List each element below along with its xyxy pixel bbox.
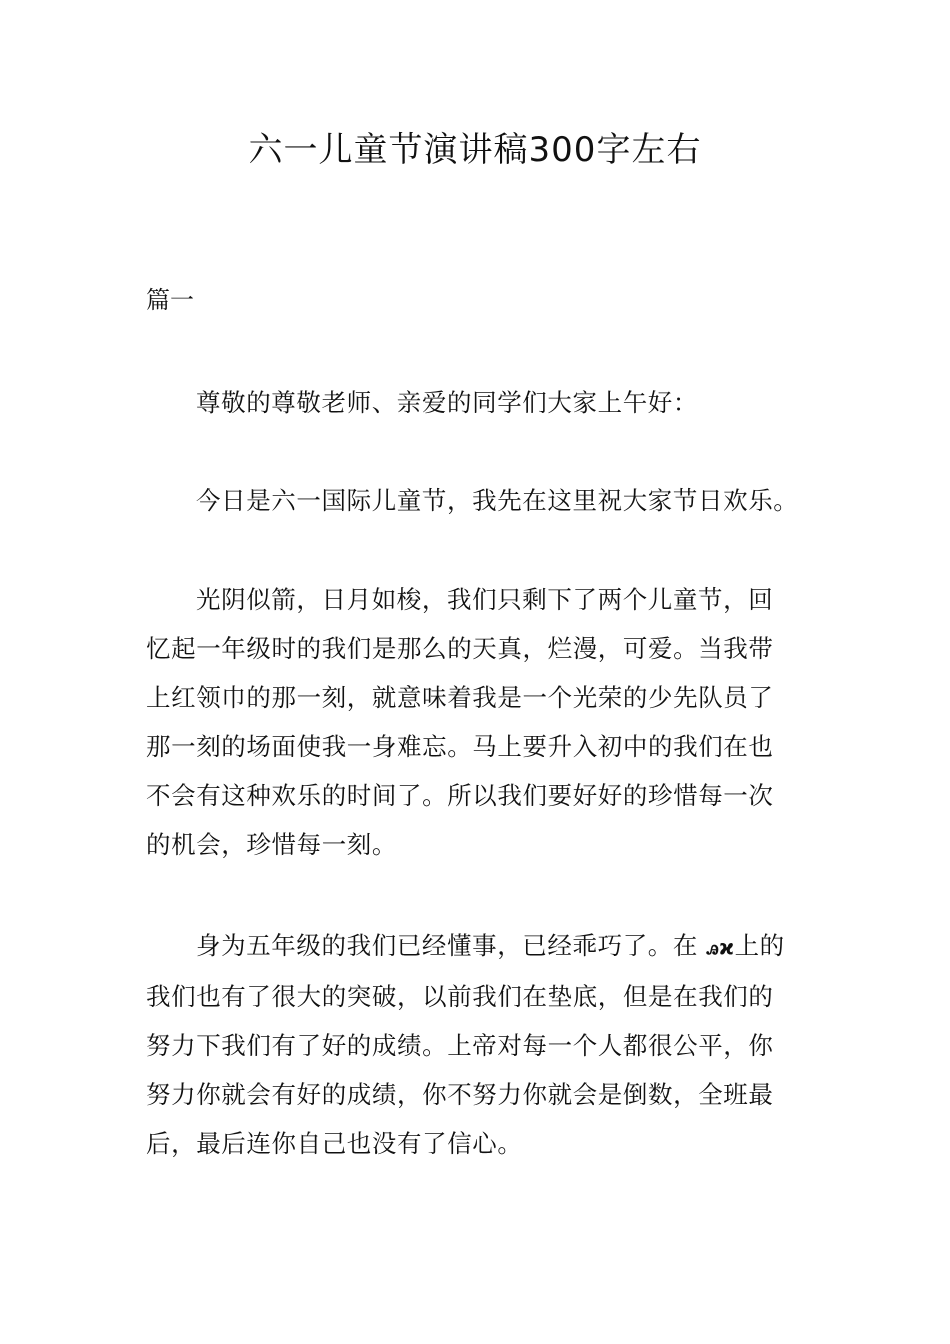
paragraph-line: 努力下我们有了好的成绩。上帝对每一个人都很公平，你 bbox=[146, 1031, 774, 1060]
paragraph-line: 忆起一年级时的我们是那么的天真，烂漫，可爱。当我带 bbox=[146, 634, 774, 663]
paragraph-line: 上红领巾的那一刻，就意味着我是一个光荣的少先队员了 bbox=[146, 683, 774, 712]
paragraph-line: 尊敬的尊敬老师、亲爱的同学们大家上午好： bbox=[196, 388, 698, 417]
paragraph-line: 后，最后连你自己也没有了信心。 bbox=[146, 1129, 523, 1158]
paragraph-line-with-glyph bbox=[146, 921, 810, 972]
section-label: 篇一 bbox=[146, 286, 194, 314]
paragraph-line: 的机会，珍惜每一刻。 bbox=[146, 830, 397, 859]
paragraph-line: 那一刻的场面使我一身难忘。马上要升入初中的我们在也 bbox=[146, 732, 774, 761]
paragraph-progress bbox=[146, 921, 810, 1168]
paragraph-line: 光阴似箭，日月如梭，我们只剩下了两个儿童节，回 bbox=[196, 585, 774, 614]
paragraph-time bbox=[146, 575, 810, 869]
paragraph-line: 我们也有了很大的突破，以前我们在垫底，但是在我们的 bbox=[146, 982, 774, 1011]
paragraph-festival bbox=[146, 476, 810, 525]
paragraph-line-head: 身为五年级的我们已经懂事，已经乖巧了。在 bbox=[196, 931, 698, 960]
paragraph-line: 努力你就会有好的成绩，你不努力你就会是倒数，全班最 bbox=[146, 1080, 774, 1109]
document-title: 六一儿童节演讲稿300字左右 bbox=[248, 130, 702, 170]
paragraph-line: 不会有这种欢乐的时间了。所以我们要好好的珍惜每一次 bbox=[146, 781, 774, 810]
garbled-glyph: ꭿϰ bbox=[706, 935, 735, 959]
paragraph-greeting bbox=[146, 378, 810, 427]
paragraph-line: 今日是六一国际儿童节，我先在这里祝大家节日欢乐。 bbox=[196, 486, 799, 515]
paragraph-line-tail: 上的 bbox=[734, 931, 785, 960]
